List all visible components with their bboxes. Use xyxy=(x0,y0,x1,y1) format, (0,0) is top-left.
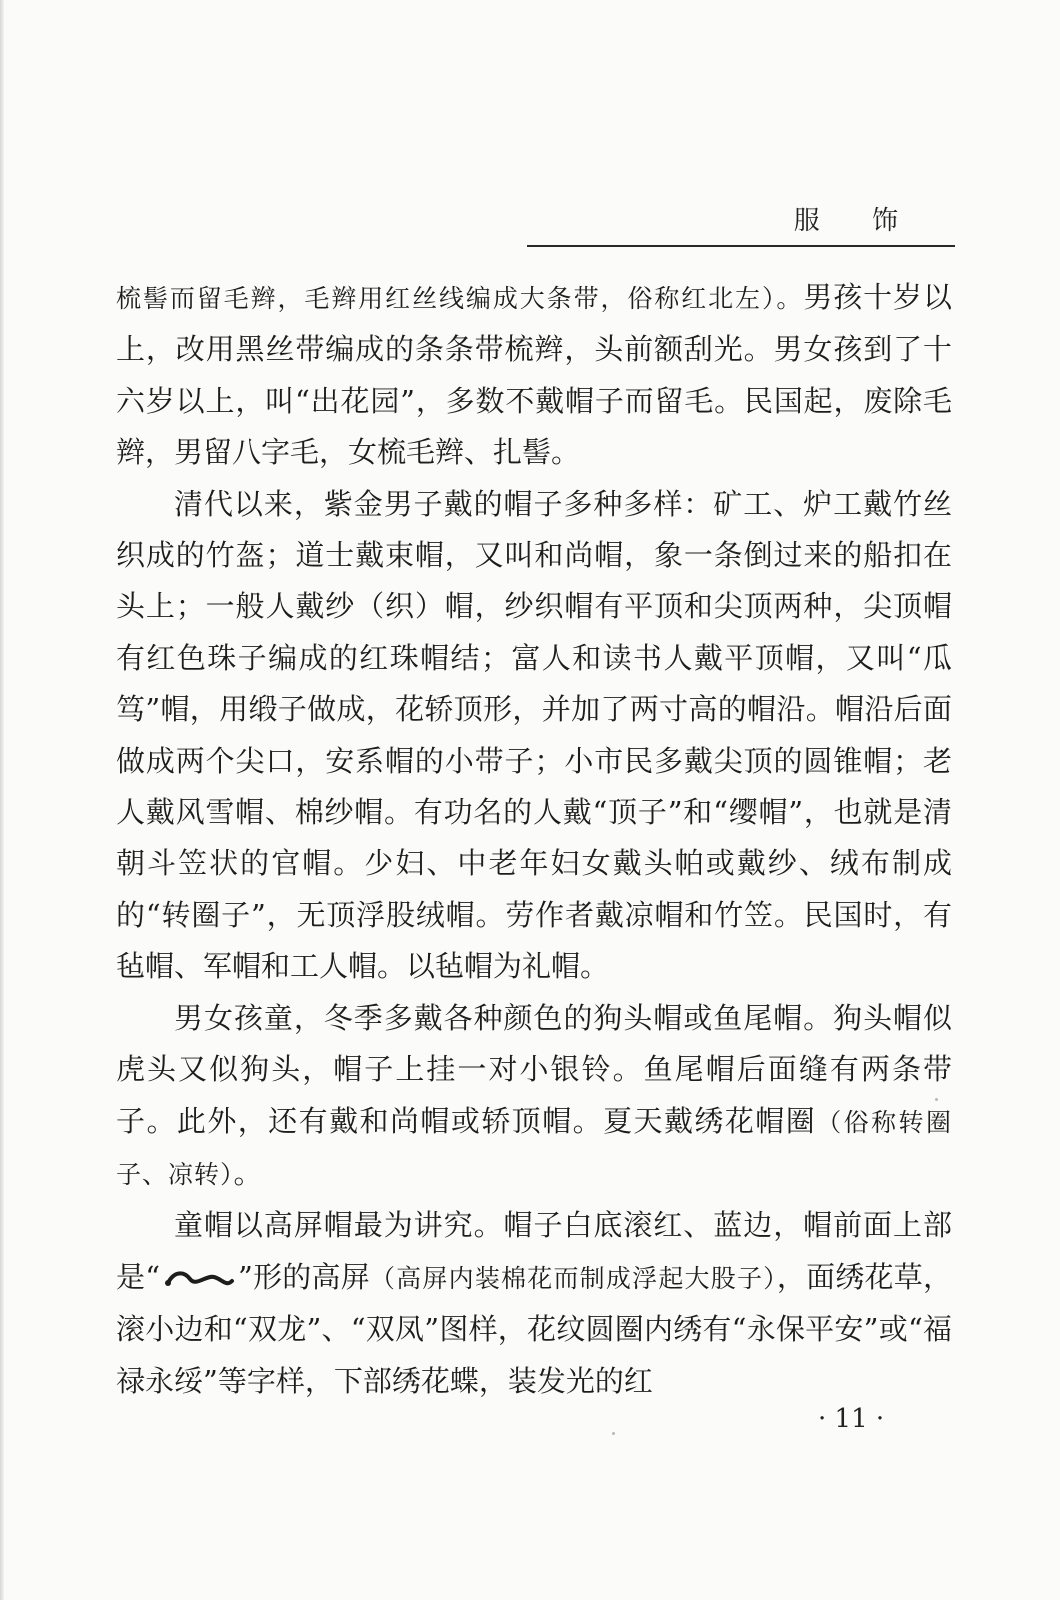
page-number: · 11 · xyxy=(818,1404,885,1434)
paragraph-4-text-a: 童帽以高屏帽最为讲究。帽子白底滚红、蓝边，帽前面上部是“ xyxy=(116,1208,952,1294)
page-edge xyxy=(0,0,4,1600)
paragraph-4-text-c: ，面绣花草，滚小边和“双龙”、“双凤”图样，花纹圆圈内绣有“永保平安”或“福禄永绥”等字样，下部绣花蝶，装发光的红 xyxy=(116,1259,952,1398)
paragraph-3-end: 。 xyxy=(233,1155,263,1190)
paragraph-1 xyxy=(116,272,952,479)
paragraph-3-text: 男女孩童，冬季多戴各种颜色的狗头帽或鱼尾帽。狗头帽似虎头又似狗头，帽子上挂一对小银铃。鱼尾帽后面缝有两条带子。此外，还有戴和尚帽或轿顶帽。夏天戴绣花帽圈 xyxy=(116,1000,952,1138)
wave-shape-icon xyxy=(160,1265,238,1293)
header-rule xyxy=(527,245,955,247)
paragraph-4-text-b: ”形的高屏 xyxy=(238,1259,370,1294)
paragraph-3 xyxy=(116,993,952,1201)
paragraph-1-text: 男孩十岁以上，改用黑丝带编成的条条带梳辫，头前额刮光。男女孩到了十六岁以上，叫“出花园”，多数不戴帽子而留毛。民国起，废除毛辫，男留八字毛，女梳毛辫、扎髻。 xyxy=(116,280,952,470)
paper-speck xyxy=(935,1098,938,1101)
body-text xyxy=(116,272,952,1407)
paragraph-4 xyxy=(116,1200,952,1407)
running-header: 服 饰 xyxy=(793,206,920,236)
paragraph-3-note: （俗称转圈子、凉转） xyxy=(116,1107,952,1189)
paragraph-4-note: （高屏内装棉花而制成浮起大股子） xyxy=(369,1263,777,1293)
paper-speck xyxy=(612,1432,615,1435)
paragraph-1-small-text: 梳髻而留毛辫，毛辫用红丝线编成大条带，俗称红北左）。 xyxy=(116,284,804,313)
paragraph-2: 清代以来，紫金男子戴的帽子多种多样：矿工、炉工戴竹丝织成的竹盔；道士戴束帽，又叫和尚帽，象一条倒过来的船扣在头上；一般人戴纱（织）帽，纱织帽有平顶和尖顶两种，尖顶帽有红色珠子编成的红珠帽结；富人和读书人戴平顶帽，又叫“瓜笃”帽，用缎子做成，花轿顶形，并加了两寸高的帽沿。帽沿后面做成两个尖口，安系帽的小带子；小市民多戴尖顶的圆锥帽；老人戴风雪帽、棉纱帽。有功名的人戴“顶子”和“缨帽”，也就是清朝斗笠状的官帽。少妇、中老年妇女戴头帕或戴纱、绒布制成的“转圈子”，无顶浮股绒帽。劳作者戴凉帽和竹笠。民国时，有毡帽、军帽和工人帽。以毡帽为礼帽。 xyxy=(116,486,952,984)
